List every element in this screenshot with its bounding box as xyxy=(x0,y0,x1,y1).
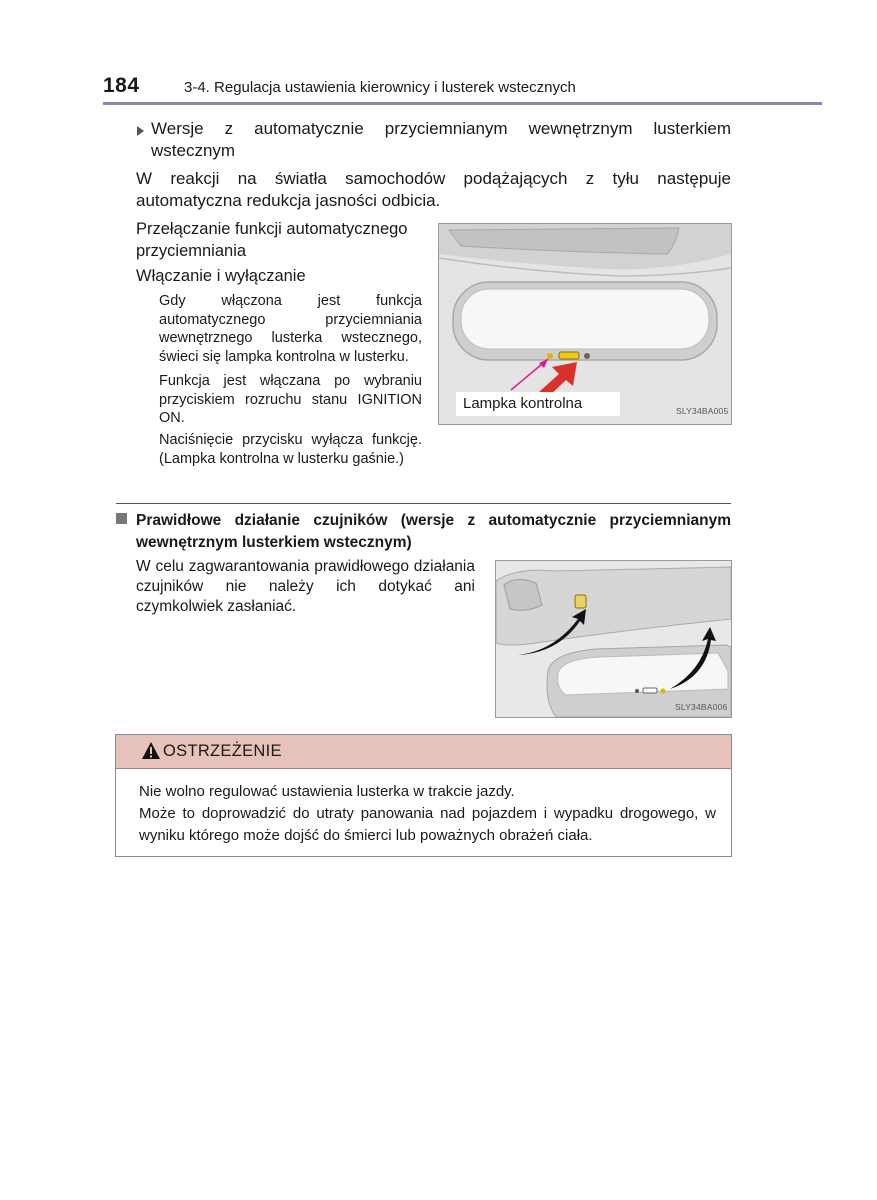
page-number: 184 xyxy=(103,74,140,97)
detail-paragraph-3: Naciśnięcie przycisku wyłącza funkcję. (Lampka kontrolna w lusterku gaśnie.) xyxy=(159,432,422,467)
triangle-bullet-icon xyxy=(137,126,144,136)
warning-triangle-icon xyxy=(141,741,161,760)
figure-code: SLY34BA005 xyxy=(676,406,729,416)
figure-code-2: SLY34BA006 xyxy=(675,702,728,712)
warning-line-1: Nie wolno regulować ustawienia lusterka w trakcie jazdy. xyxy=(139,783,515,800)
sensor-section-heading: Prawidłowe działanie czujników (wersje z automatycznie przyciemnianym wewnętrznym lusterkiem wstecznym) xyxy=(136,512,731,551)
square-bullet-icon xyxy=(116,513,127,524)
warning-text xyxy=(139,781,716,847)
header-divider xyxy=(103,102,822,105)
sensor-section-body: W celu zagwarantowania prawidłowego działania czujników nie należy ich dotykać ani czymkolwiek zasłaniać. xyxy=(136,558,475,615)
mirror-sensors-figure xyxy=(495,560,732,718)
section-divider xyxy=(116,503,731,504)
subheading-dimming-switch: Przełączanie funkcji automatycznego przyciemniania xyxy=(136,220,408,260)
sensors-illustration xyxy=(496,561,731,717)
indicator-lamp-label: Lampka kontrolna xyxy=(463,395,583,412)
warning-line-2: Może to doprowadzić do utraty panowania nad pojazdem i wypadku drogowego, w wyniku którego może dojść do śmierci lub poważnych obrażeń ciała. xyxy=(139,805,716,844)
chapter-title: 3-4. Regulacja ustawienia kierownicy i lusterek wstecznych xyxy=(184,79,576,96)
variant-bullet-text: Wersje z automatycznie przyciemnianym wewnętrznym lusterkiem wstecznym xyxy=(151,119,731,160)
detail-paragraph-2: Funkcja jest włączana po wybraniu przyciskiem rozruchu stanu IGNITION ON. xyxy=(159,373,422,426)
detail-paragraph-1: Gdy włączona jest funkcja automatycznego przyciemniania wewnętrznego lusterka wstecznego, świeci się lampka kontrolna w lusterku. xyxy=(159,293,422,365)
warning-title: OSTRZEŻENIE xyxy=(163,742,282,760)
intro-paragraph: W reakcji na światła samochodów podążających z tyłu następuje automatyczna redukcja jasności odbicia. xyxy=(136,169,731,210)
subheading-on-off: Włączanie i wyłączanie xyxy=(136,267,306,285)
